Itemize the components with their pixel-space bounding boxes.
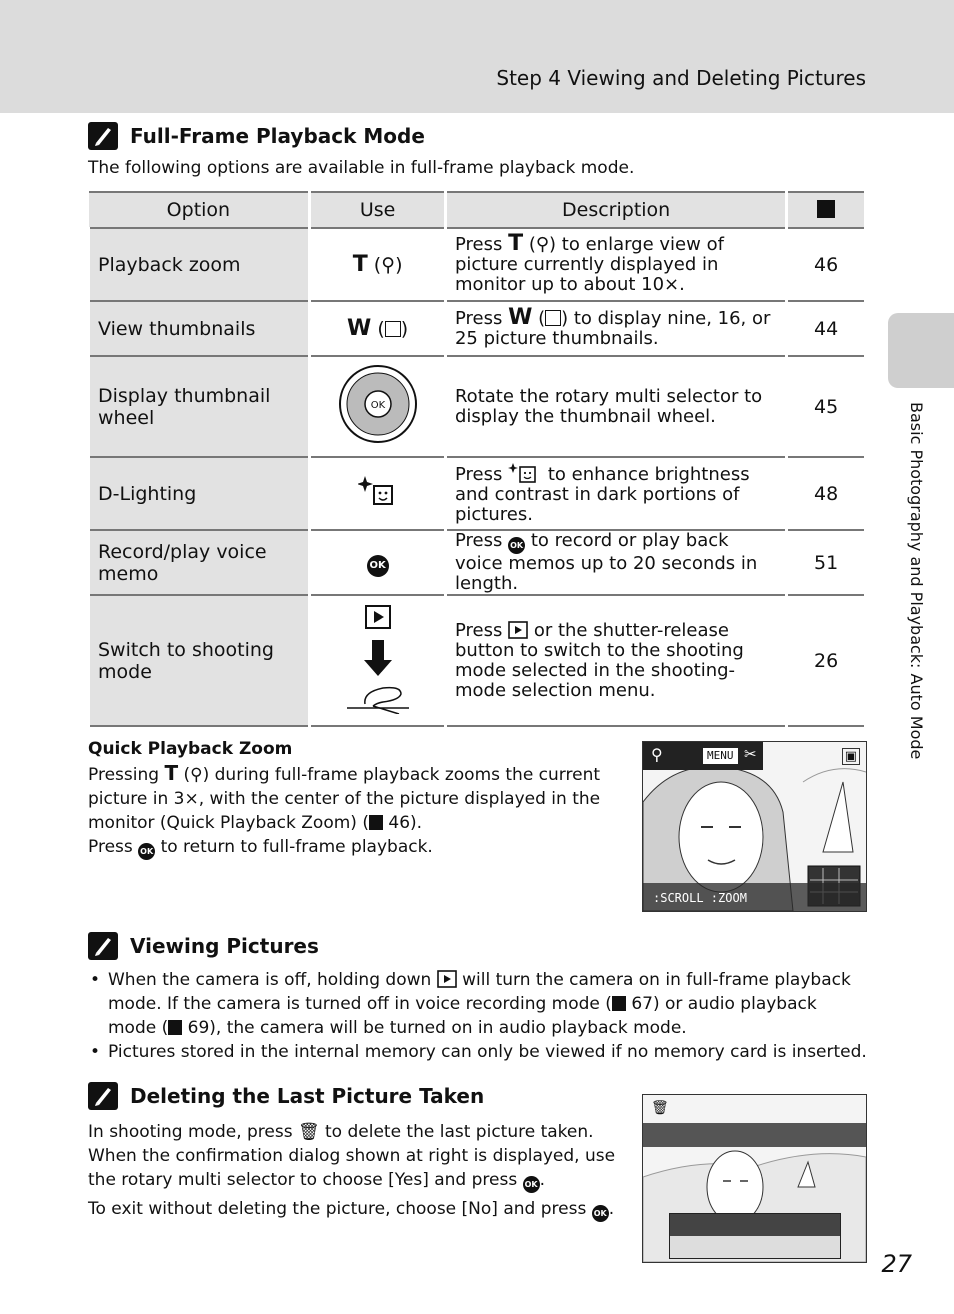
thumbnail-grid-icon [545,310,561,326]
ok-button-icon: OK [138,843,155,860]
col-option: Option [89,192,310,228]
svg-text:OK: OK [370,400,385,411]
deleting-heading [88,1082,484,1110]
page-ref-icon [817,200,835,218]
scroll-zoom-hint: :SCROLL :ZOOM [653,891,747,905]
thumbnail-grid-icon [385,321,401,337]
deleting-title: Deleting the Last Picture Taken [130,1084,485,1108]
row-option: D-Lighting [89,457,310,530]
row-use: T (⚲) [310,228,446,301]
viewing-heading [88,932,319,960]
row-use [310,457,446,530]
page-ref-icon [168,1020,182,1035]
row-page: 48 [787,457,866,530]
col-use: Use [310,192,446,228]
ok-button-icon: OK [523,1176,540,1193]
row-description: Press OK to record or play back voice memos up to 20 seconds in length. [445,530,786,595]
row-page: 45 [787,356,866,457]
row-description: Rotate the rotary multi selector to display the thumbnail wheel. [445,356,786,457]
row-page: 26 [787,595,866,726]
table-row [89,457,866,530]
quick-zoom-screen [642,741,867,912]
row-description: Press or the shutter-release button to switch to the shooting mode selected in the shooting-mode selection menu. [445,595,786,726]
trash-icon: 🗑 [298,1122,320,1142]
delete-confirm-screen [642,1094,867,1263]
zoom-top-bar [643,742,763,770]
playback-button-icon [508,621,528,639]
row-use: W ( ) [310,301,446,356]
col-description: Description [445,192,786,228]
deleting-paragraph: In shooting mode, press 🗑 to delete the last picture taken. When the confirmation dialog shown at right is displayed, use the rotary multi selector to choose [Yes] and press OK . [88,1120,618,1193]
page-number: 27 [881,1250,912,1278]
col-page [787,192,866,228]
note-pencil-icon [88,932,118,960]
wide-letter: W [347,316,372,341]
note-pencil-icon [88,122,118,150]
list-item: • Pictures stored in the internal memory can only be viewed if no memory card is inserted. [88,1040,868,1064]
shooting-mode-switch-icon [343,602,413,714]
zoom-icon: ⚲ [651,745,663,764]
page-ref-icon [369,815,383,830]
row-description: Press T (⚲) to enlarge view of picture currently displayed in monitor up to about 10×. [445,228,786,301]
table-row [89,595,866,726]
table-row [89,228,866,301]
side-tab [888,313,954,388]
row-option: Playback zoom [89,228,310,301]
ok-button-icon: OK [508,537,525,554]
d-lighting-icon [508,463,542,483]
row-description: Press to enhance brightness and contrast in dark portions of pictures. [445,457,786,530]
row-option: View thumbnails [89,301,310,356]
row-option: Display thumbnail wheel [89,356,310,457]
quick-zoom-title: Quick Playback Zoom [88,739,293,759]
ok-button-icon: OK [367,555,389,577]
note-pencil-icon [88,1082,118,1110]
side-tab-label: Basic Photography and Playback: Auto Mode [907,402,926,760]
scissors-icon: ✂ [744,745,757,763]
deleting-text [88,1120,618,1226]
row-option: Record/play voice memo [89,530,310,595]
quick-zoom-return: Press OK to return to full-frame playback. [88,835,618,860]
row-use [310,595,446,726]
ok-button-icon: OK [592,1205,609,1222]
row-use [310,356,446,457]
table-row [89,301,866,356]
row-option: Switch to shooting mode [89,595,310,726]
deleting-exit-paragraph: To exit without deleting the picture, choose [No] and press OK . [88,1197,618,1222]
options-table [87,191,867,727]
full-frame-intro: The following options are available in full-frame playback mode. [88,158,635,178]
row-page: 51 [787,530,866,595]
zoom-in-icon: ⚲ [535,234,550,255]
table-header-row [89,192,866,228]
table-row [89,356,866,457]
dialog-title-bar [643,1123,866,1147]
trash-icon: 🗑 [651,1100,669,1116]
table-row [89,530,866,595]
row-page: 46 [787,228,866,301]
full-frame-title: Full-Frame Playback Mode [130,124,425,148]
zoom-in-icon: ⚲ [381,254,396,276]
menu-tag: MENU [703,748,738,764]
list-item: • When the camera is off, holding down will turn the camera on in full-frame playback mode. If the camera is turned off in voice recording mode ( 67) or audio playback mode ( 69), the camera will be turned on in audio playback mode. [88,968,868,1040]
playback-button-icon [437,970,457,988]
page-ref-icon [612,996,626,1011]
yes-no-options [669,1213,841,1259]
zoom-in-icon: ⚲ [190,765,203,785]
quick-zoom-block [88,737,618,860]
viewing-title: Viewing Pictures [130,934,319,958]
row-description: Press W ( ) to display nine, 16, or 25 picture thumbnails. [445,301,786,356]
d-lighting-icon [358,474,398,508]
row-use [310,530,446,595]
tele-letter: T [352,252,368,277]
viewing-list [88,968,868,1064]
header-band [0,0,954,113]
rotary-multi-selector-icon [338,364,418,444]
internal-memory-icon: ▣ [842,748,860,765]
quick-zoom-text: Pressing T (⚲) during full-frame playback zooms the current picture in 3×, with the center of the picture displayed in the monitor (Quick Playback Zoom) ( 46). [88,761,601,833]
row-page: 44 [787,301,866,356]
page-header-title: Step 4 Viewing and Deleting Pictures [496,66,866,90]
full-frame-heading [88,122,425,150]
